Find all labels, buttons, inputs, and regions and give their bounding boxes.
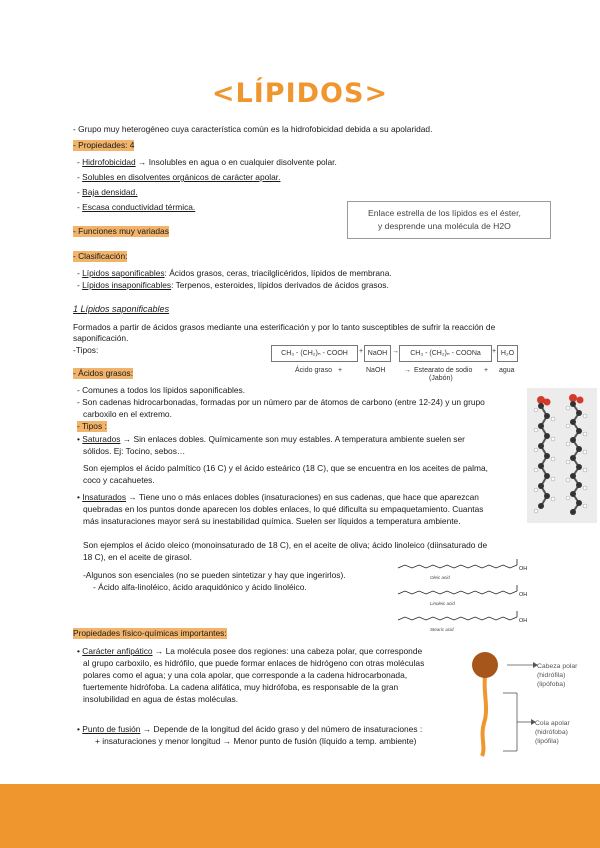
- eq-label-plus2: +: [484, 367, 489, 374]
- esenciales-line-1: -Algunos son esenciales (no se pueden sintetizar y hay que ingerirlos).: [83, 570, 346, 580]
- tail-label-2: (hidrófoba): [535, 729, 568, 736]
- head-label-1: Cabeza polar: [537, 663, 578, 670]
- anfipatico-line-4: fuertemente hidrófoba. La cadena alifática, muy hidrófoba, es responsable de la gran: [83, 682, 399, 692]
- anfipatico-line-1: • Carácter anfipático → La molécula posee dos regiones: una cabeza polar, que corresponde: [77, 646, 423, 656]
- eq-plus: +: [359, 348, 364, 355]
- prop-item-2: - Solubles en disolventes orgánicos de carácter apolar.: [77, 172, 281, 182]
- intro-text: - Grupo muy heterogéneo cuya característica común es la hidrofobicidad debida a su apolaridad.: [73, 124, 433, 134]
- tail-label-1: Cola apolar: [535, 720, 570, 727]
- eq-label-plus1: +: [338, 367, 343, 374]
- acidos-line-2: - Son cadenas hidrocarbonadas, formadas por un número par de átomos de carbono (entre 12-24) y un grupo: [77, 397, 485, 407]
- head-label-3: (lipófoba): [537, 681, 566, 688]
- tipos-label: -Tipos:: [73, 345, 99, 355]
- propiedades-heading: - Propiedades: 4: [73, 140, 135, 150]
- prop-item-1: - Hidrofobicidad → Insolubles en agua o en cualquier disolvente polar.: [77, 157, 337, 167]
- eq-box-naoh: NaOH: [364, 345, 391, 362]
- eq-label-agua: agua: [499, 367, 515, 374]
- oleic-chain: [398, 565, 517, 568]
- eq-arrow: →: [392, 348, 399, 355]
- fisico-heading: Propiedades físico-químicas importantes:: [73, 628, 227, 638]
- page-title: <LÍPIDOS>: [211, 78, 389, 109]
- unsaturated-acid-skeletal-formulas: [392, 556, 542, 638]
- eq-box-water: H₂O: [497, 345, 518, 362]
- esenciales-line-2: - Ácido alfa-linoléico, ácido araquidónico y ácido linoléico.: [93, 582, 307, 592]
- eq-label-naoh: NaOH: [366, 367, 386, 374]
- insaturados-line-3: más insaturaciones mayor será su inestabilidad química. Suelen ser líquidos a temperatura ambiente.: [83, 516, 461, 526]
- saturados-line-2: sólidos. Ej: Tocino, sebos…: [83, 446, 186, 456]
- prop-item-3: - Baja densidad.: [77, 187, 138, 197]
- eq-label-jabon: (Jabón): [429, 375, 453, 382]
- prop-item-4: - Escasa conductividad térmica.: [77, 202, 196, 212]
- saturados-example-2: coco y cacahuetes.: [83, 475, 155, 485]
- note-line-2: y desprende una molécula de H2O: [378, 221, 511, 231]
- anfipatico-line-5: insolubilidad en agua de éstas moléculas.: [83, 694, 239, 704]
- linoleic-chain: [398, 591, 517, 594]
- insaturados-line-1: • Insaturados → Tiene uno o más enlaces dobles (insaturaciones) en sus cadenas, que hace que aparezcan: [77, 492, 479, 502]
- apolar-tail: [482, 676, 486, 756]
- clasificacion-heading: - Clasificación:: [73, 251, 128, 261]
- eq-label-arrow: →: [404, 367, 411, 374]
- funciones-heading: - Funciones muy variadas: [73, 226, 169, 236]
- section-1-intro: Formados a partir de ácidos grasos mediante una esterificación y por lo tanto susceptibles de sufrir la reacción de saponificación.: [73, 322, 496, 343]
- saturated-acid-3d-models: [527, 388, 597, 523]
- saponification-equation: [271, 345, 519, 385]
- tail-label-3: (lipófila): [535, 738, 559, 745]
- clasif-item-1: - Lípidos saponificables: Ácidos grasos, ceras, triacilglicéridos, lípidos de membrana.: [77, 268, 392, 278]
- ester-note-box: [347, 201, 551, 239]
- linoleic-label: Linoleic acid: [430, 601, 455, 606]
- note-line-1: Enlace estrella de los lípidos es el éster,: [368, 208, 521, 218]
- oh-label-3: OH: [519, 618, 528, 624]
- acidos-line-3: carboxilo en el extremo.: [83, 409, 172, 419]
- fusion-line-1: • Punto de fusión → Depende de la longitud del ácido graso y del número de insaturaciones :: [77, 724, 423, 734]
- anfipatico-line-2: al grupo carboxilo, es hidrófilo, que puede formar enlaces de hidrógeno con otras moléculas: [83, 658, 425, 668]
- saturados-line-1: • Saturados → Sin enlaces dobles. Químicamente son muy estables. A temperatura ambiente suelen ser: [77, 434, 465, 444]
- stearic-chain: [398, 617, 517, 620]
- insaturados-example-2: 18 C), en el aceite de girasol.: [83, 552, 192, 562]
- clasif-item-2: - Lípidos insaponificables: Terpenos, esteroides, lípidos derivados de ácidos grasos.: [77, 280, 389, 290]
- anfipatico-line-3: polares como el agua; y una cola apolar, que corresponde a la cadena hidrocarbonada,: [83, 670, 408, 680]
- polar-head: [472, 652, 498, 678]
- eq-box-acid: CH₃ - (CH₂)ₙ - COOH: [271, 345, 358, 362]
- oh-label-1: OH: [519, 566, 528, 572]
- insaturados-example-1: Son ejemplos el ácido oleico (monoinsaturado de 18 C), en el aceite de oliva; ácido linoleico (diinsaturado de: [83, 540, 488, 550]
- stearic-label: Stearic acid: [430, 627, 454, 632]
- footer-band: [0, 784, 600, 848]
- eq-plus-2: +: [492, 348, 497, 355]
- acidos-line-1: - Comunes a todos los lípidos saponificables.: [77, 385, 246, 395]
- oleic-label: Oleic acid: [430, 575, 450, 580]
- eq-label-acid: Ácido graso: [295, 367, 332, 374]
- fusion-line-2: + insaturaciones y menor longitud → Menor punto de fusión (líquido a temp. ambiente): [95, 736, 417, 746]
- eq-box-salt: CH₃ - (CH₂)ₙ - COONa: [399, 345, 492, 362]
- amphipathic-diagram: [455, 648, 595, 760]
- section-1-heading: 1 Lípidos saponificables: [73, 304, 170, 314]
- model-background: [527, 388, 597, 523]
- saturados-example-1: Son ejemplos el ácido palmítico (16 C) y el ácido esteárico (18 C), que se encuentra en los aceites de palma,: [83, 463, 489, 473]
- head-label-2: (hidrófila): [537, 672, 566, 679]
- oh-label-2: OH: [519, 592, 528, 598]
- insaturados-line-2: quebradas en los puntos donde aparecen los dobles enlaces, lo qué dificulta su empaquetamiento. Cuantas: [83, 504, 484, 514]
- tipos-heading: - Tipos :: [77, 421, 107, 431]
- eq-label-estearato: Estearato de sodio: [414, 367, 473, 374]
- acidos-heading: - Ácidos grasos:: [73, 368, 134, 378]
